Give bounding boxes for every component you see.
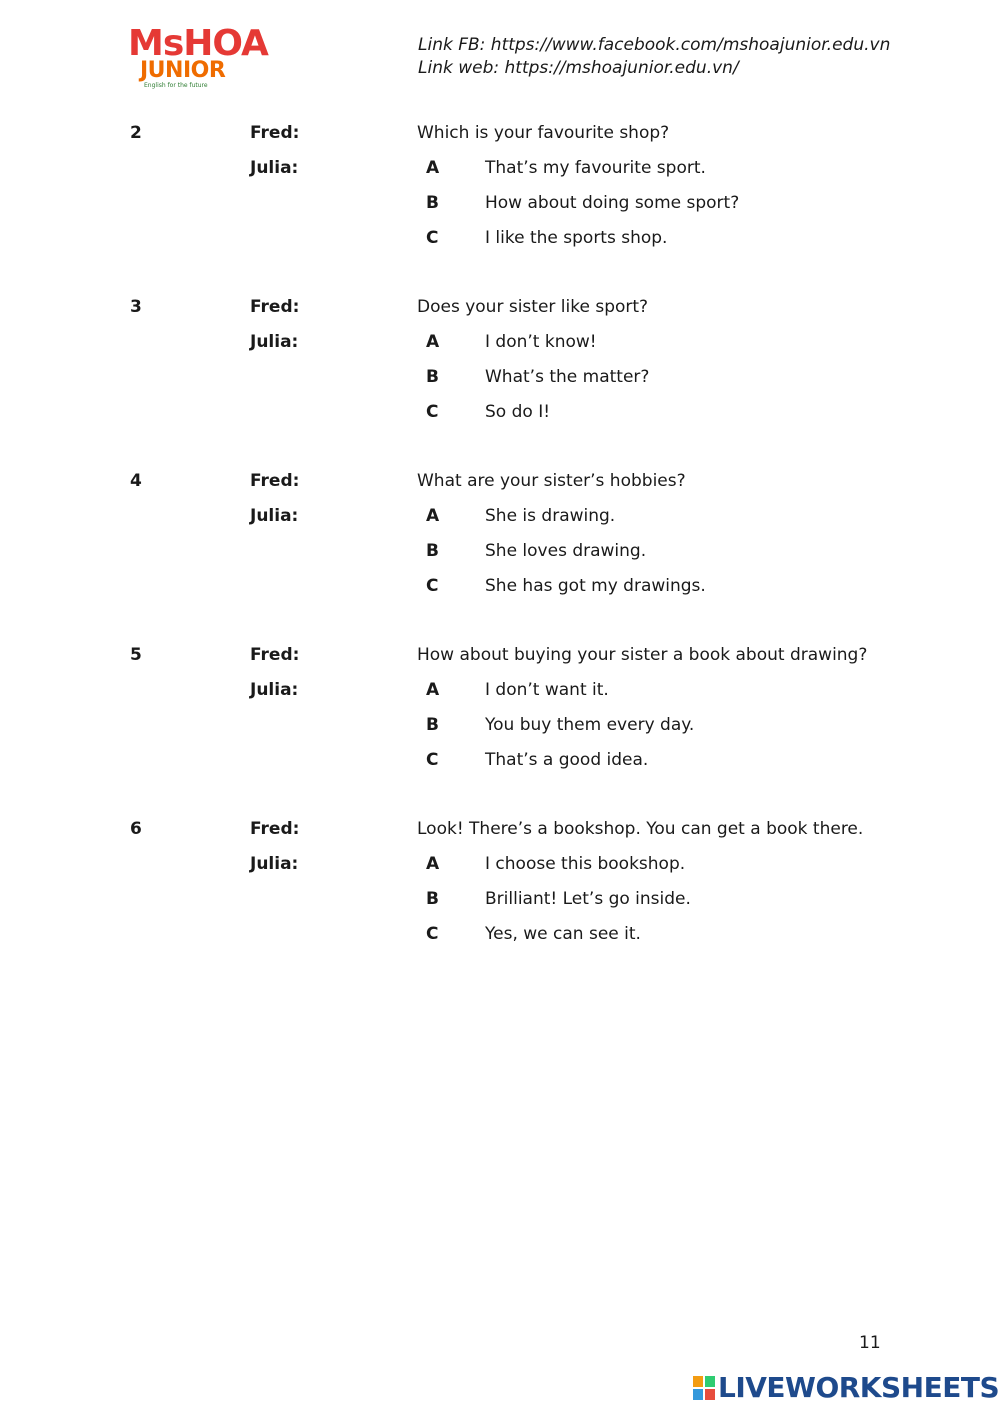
option-text: Yes, we can see it. [485,924,641,944]
link-fb[interactable]: Link FB: https://www.facebook.com/mshoajunior.edu.vn [418,35,891,55]
speaker-julia: Julia: [250,506,299,526]
option-letter: C [426,228,439,248]
question-text: How about buying your sister a book about drawing? [417,645,868,665]
speaker-fred: Fred: [250,297,300,317]
option-text: I don’t want it. [485,680,609,700]
speaker-fred: Fred: [250,819,300,839]
question-number: 5 [130,645,142,665]
liveworksheets-icon [692,1375,716,1401]
option-text: How about doing some sport? [485,193,740,213]
option-letter: C [426,576,439,596]
question-text: Which is your favourite shop? [417,123,670,143]
option-letter: B [426,367,439,387]
option-text: Brilliant! Let’s go inside. [485,889,691,909]
option-letter: C [426,402,439,422]
mshoa-junior-logo [128,23,268,94]
option-letter: A [426,506,440,526]
option-text: She loves drawing. [485,541,647,561]
liveworksheets-logo [692,1371,1000,1404]
question-text: What are your sister’s hobbies? [417,471,686,491]
header-links [418,34,890,80]
speaker-julia: Julia: [250,854,299,874]
option-letter: B [426,541,439,561]
question-text: Does your sister like sport? [417,297,649,317]
option-text: I don’t know! [485,332,597,352]
question-number: 2 [130,123,142,143]
option-letter: C [426,750,439,770]
speaker-julia: Julia: [250,680,299,700]
speaker-fred: Fred: [250,471,300,491]
speaker-fred: Fred: [250,123,300,143]
option-text: That’s a good idea. [485,750,649,770]
speaker-julia: Julia: [250,158,299,178]
option-letter: A [426,680,440,700]
option-text: That’s my favourite sport. [485,158,706,178]
logo-line2: JUNIOR [140,58,226,83]
question-number: 3 [130,297,142,317]
option-letter: A [426,158,440,178]
option-text: So do I! [485,402,551,422]
option-letter: B [426,193,439,213]
question-number: 4 [130,471,142,491]
option-text: You buy them every day. [485,715,695,735]
option-text: She is drawing. [485,506,616,526]
option-letter: B [426,889,439,909]
option-letter: A [426,854,440,874]
page-number: 11 [859,1333,881,1353]
link-web[interactable]: Link web: https://mshoajunior.edu.vn/ [418,58,739,78]
option-text: She has got my drawings. [485,576,706,596]
question-text: Look! There’s a bookshop. You can get a book there. [417,819,864,839]
logo-tagline: English for the future [144,82,208,89]
liveworksheets-brand: LIVEWORKSHEETS [718,1371,1000,1404]
option-letter: A [426,332,440,352]
option-text: What’s the matter? [485,367,650,387]
option-letter: C [426,924,439,944]
question-number: 6 [130,819,142,839]
option-text: I like the sports shop. [485,228,668,248]
speaker-julia: Julia: [250,332,299,352]
option-text: I choose this bookshop. [485,854,686,874]
speaker-fred: Fred: [250,645,300,665]
logo-line1: MsHOA [128,23,268,64]
option-letter: B [426,715,439,735]
